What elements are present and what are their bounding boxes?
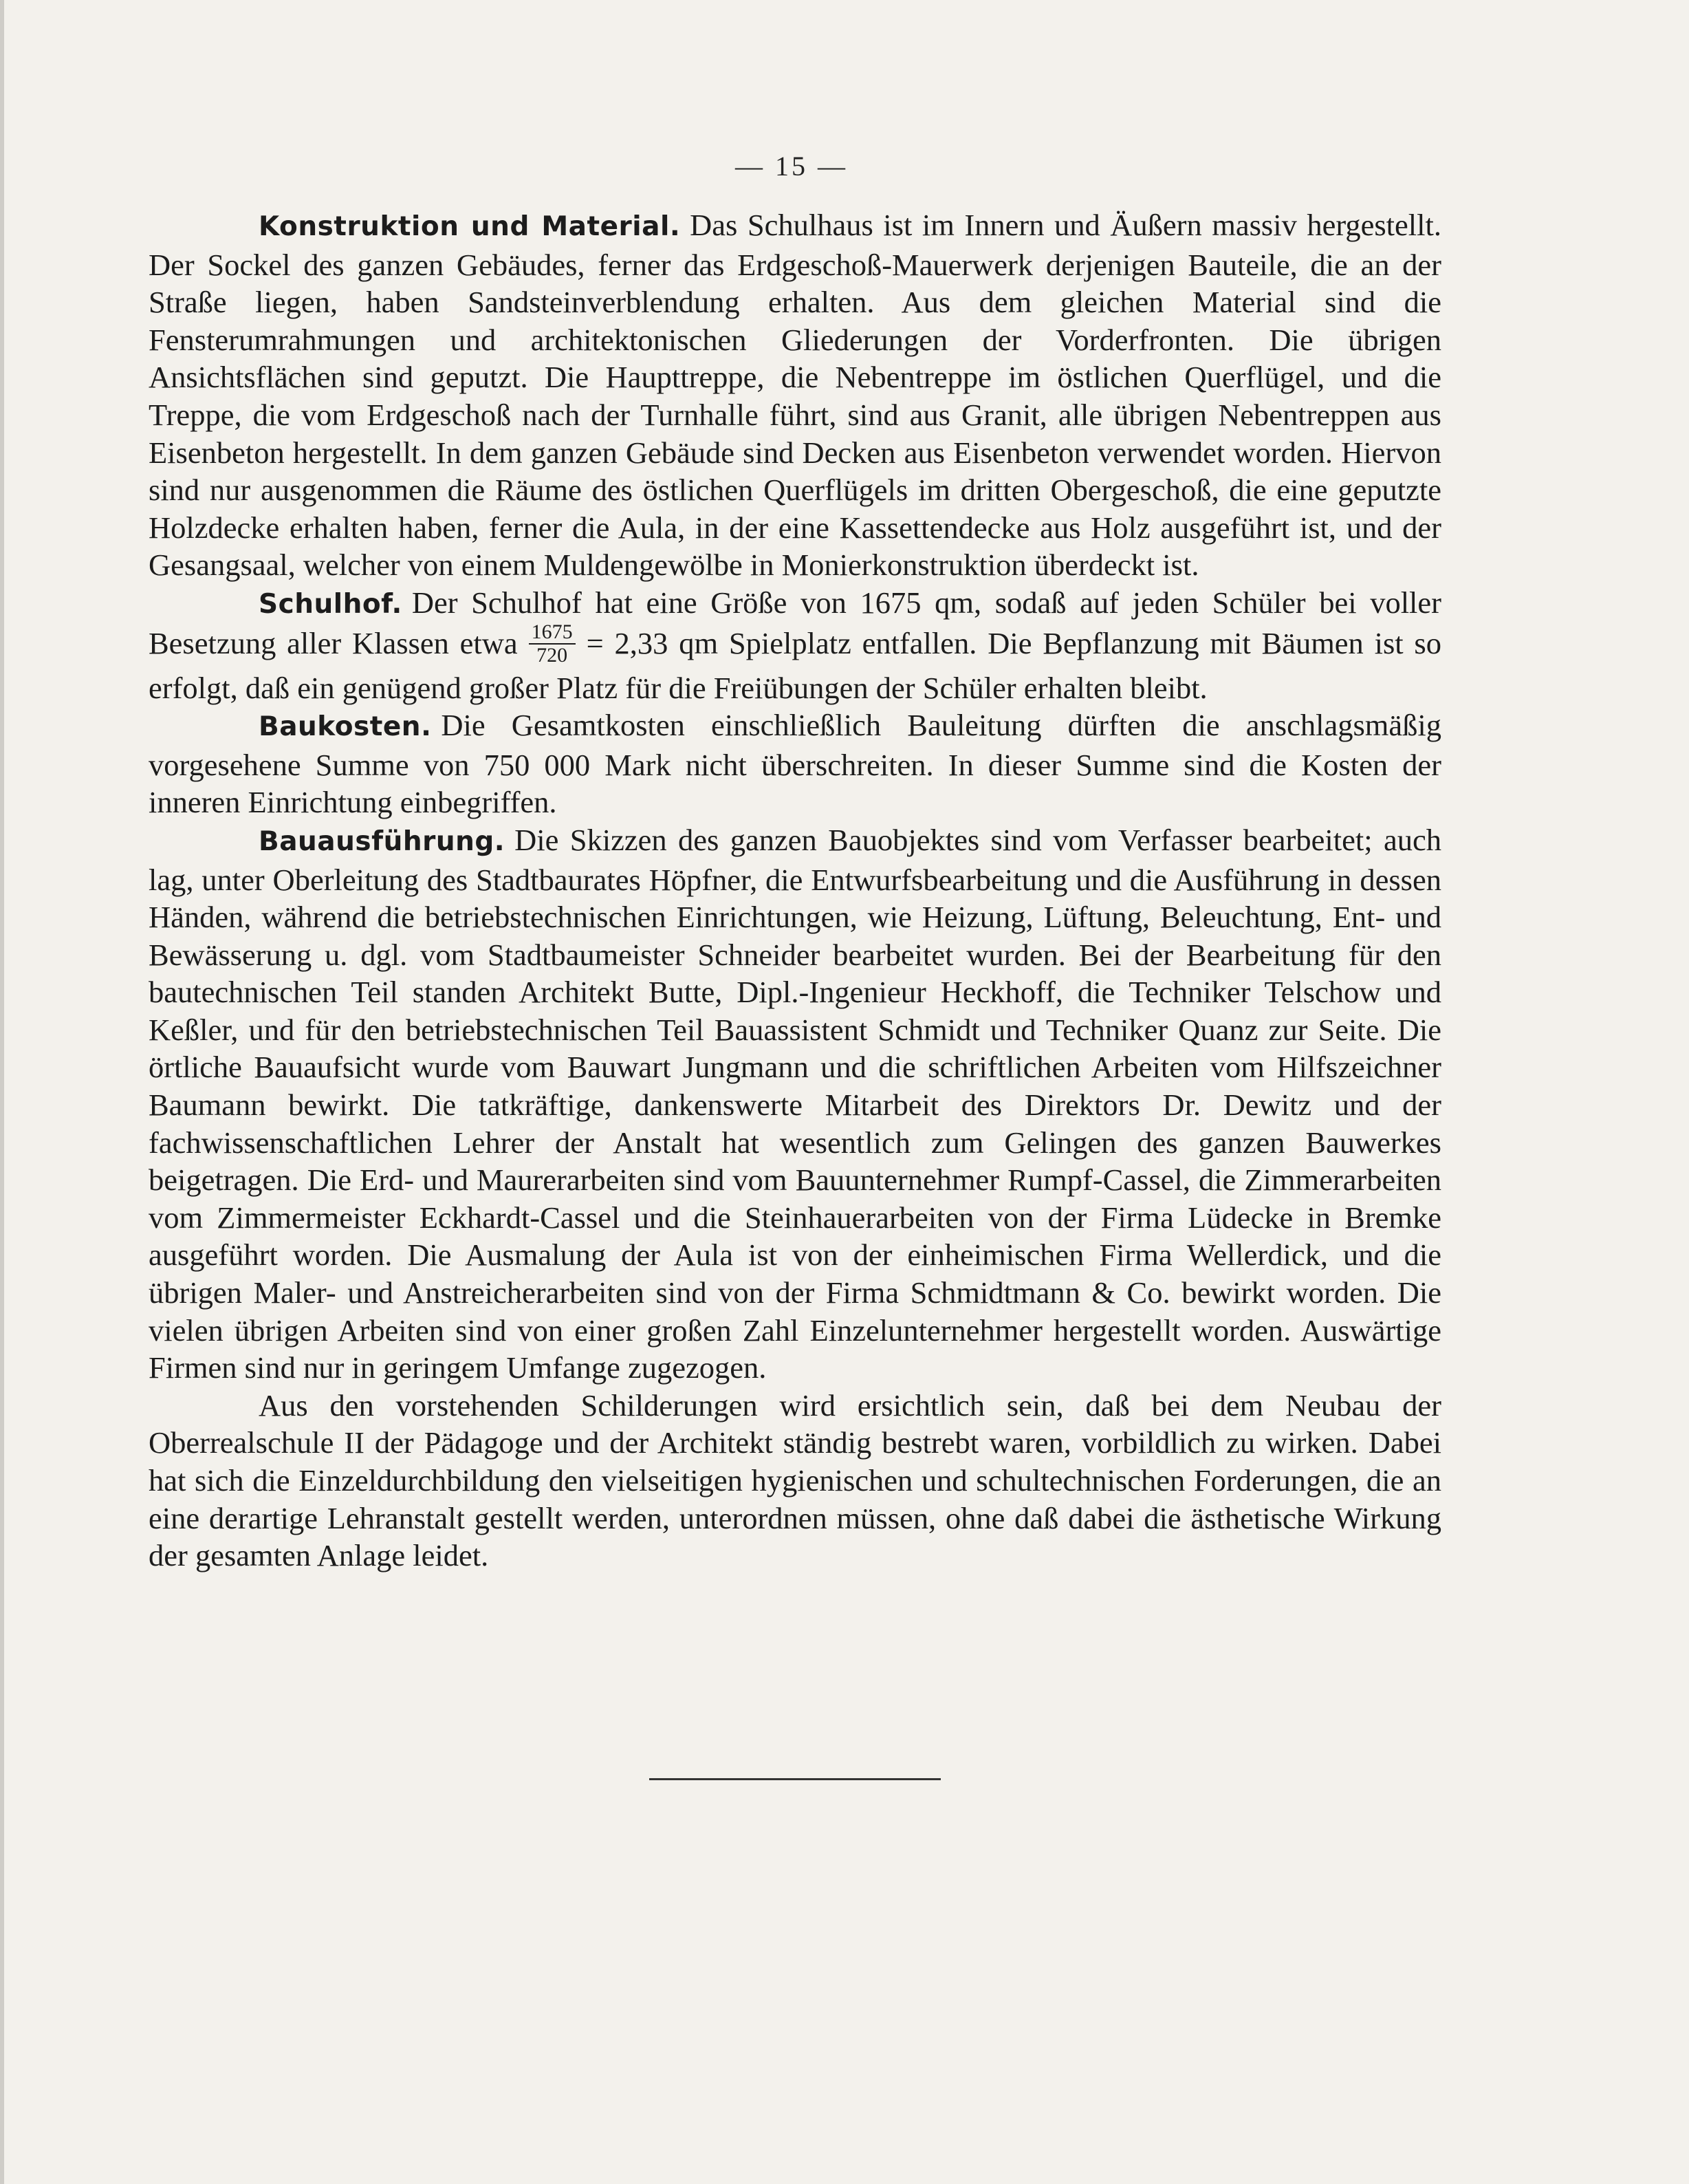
page-number: — 15 —	[735, 151, 848, 182]
paragraph-konstruktion	[149, 206, 1441, 584]
fraction-numerator: 1675	[529, 621, 576, 645]
paragraph-text: = 2,33 qm Spielplatz entfallen. Die Bepflanzung mit Bäumen ist so erfolgt, daß ein genügend großer Platz für die Freiübungen der Schüler erhalten bleibt.	[149, 625, 1441, 705]
paragraph-bauausfuehrung	[149, 821, 1441, 1387]
paragraph-text: Der Schulhof hat eine Größe von 1675 qm, sodaß auf jeden Schüler bei voller Besetzung aller Klassen etwa	[149, 585, 1441, 660]
fraction-denominator: 720	[536, 643, 568, 667]
paragraph-text: Aus den vorstehenden Schilderungen wird ersichtlich sein, daß bei dem Neubau der Oberrealschule II der Pädagoge und der Architekt ständig bestrebt waren, vorbildlich zu wirken. Dabei hat sich die Einzeldurchbildung den vielseitigen hygienischen und schultechnischen Forderungen, die an eine derartige Lehranstalt gestellt werden, unterordnen müssen, ohne daß dabei die ästhetische Wirkung der gesamten Anlage leidet.	[149, 1387, 1441, 1573]
heading-bauausfuehrung: Bauausführung.	[259, 825, 505, 857]
heading-konstruktion: Konstruktion und Material.	[259, 211, 681, 242]
end-rule-divider	[649, 1778, 941, 1780]
body-text	[149, 206, 1441, 1575]
paragraph-text: Das Schulhaus ist im Innern und Äußern massiv hergestellt. Der Sockel des ganzen Gebäudes, ferner das Erdgeschoß-Mauerwerk derjenigen Bauteile, die an der Straße liegen, haben Sandsteinverblendung erhalten. Aus dem gleichen Material sind die Fensterumrahmungen und architektonischen Gliederungen der Vorderfronten. Die übrigen Ansichtsflächen sind geputzt. Die Haupttreppe, die Nebentreppe im östlichen Querflügel, und die Treppe, die vom Erdgeschoß nach der Turnhalle führt, sind aus Granit, alle übrigen Nebentreppen aus Eisenbeton hergestellt. In dem ganzen Gebäude sind Decken aus Eisenbeton verwendet worden. Hiervon sind nur ausgenommen die Räume des östlichen Querflügels im dritten Obergeschoß, die eine geputzte Holzdecke erhalten haben, ferner die Aula, in der eine Kassettendecke aus Holz ausgeführt ist, und der Gesangsaal, welcher von einem Muldengewölbe in Monierkonstruktion überdeckt ist.	[149, 208, 1441, 583]
paragraph-text: Die Skizzen des ganzen Bauobjektes sind vom Verfasser bearbeitet; auch lag, unter Oberleitung des Stadtbaurates Höpfner, die Entwurfsbearbeitung und die Ausführung in dessen Händen, während die betriebstechnischen Einrichtungen, wie Heizung, Lüftung, Beleuchtung, Ent- und Bewässerung u. dgl. vom Stadtbaumeister Schneider bearbeitet wurden. Bei der Bearbeitung für den bautechnischen Teil standen Architekt Butte, Dipl.-Ingenieur Heckhoff, die Techniker Telschow und Keßler, und für den betriebstechnischen Teil Bauassistent Schmidt und Techniker Quanz zur Seite. Die örtliche Bauaufsicht wurde vom Bauwart Jungmann und die schriftlichen Arbeiten vom Hilfszeichner Baumann bewirkt. Die tatkräftige, dankenswerte Mitarbeit des Direktors Dr. Dewitz und der fachwissenschaftlichen Lehrer der Anstalt hat wesentlich zum Gelingen des ganzen Bauwerkes beigetragen. Die Erd- und Maurerarbeiten sind vom Bauunternehmer Rumpf-Cassel, die Zimmerarbeiten vom Zimmermeister Eckhardt-Cassel und die Steinhauerarbeiten von der Firma Lüdecke in Bremke ausgeführt worden. Die Ausmalung der Aula ist von der einheimischen Firma Wellerdick, und die übrigen Maler- und Anstreicherarbeiten sind von der Firma Schmidtmann & Co. bewirkt worden. Die vielen übrigen Arbeiten sind von einer großen Zahl Einzelunternehmer hergestellt worden. Auswärtige Firmen sind nur in geringem Umfange zugezogen.	[149, 822, 1441, 1385]
paragraph-text: Die Gesamtkosten einschließlich Bauleitung dürften die anschlagsmäßig vorgesehene Summe von 750 000 Mark nicht überschreiten. In dieser Summe sind die Kosten der inneren Einrichtung einbegriffen.	[149, 708, 1441, 820]
heading-baukosten: Baukosten.	[259, 711, 432, 743]
paragraph-baukosten	[149, 706, 1441, 821]
fraction	[529, 621, 576, 667]
paragraph-schulhof	[149, 584, 1441, 706]
paragraph-schluss	[149, 1387, 1441, 1575]
heading-schulhof: Schulhof.	[259, 588, 402, 620]
